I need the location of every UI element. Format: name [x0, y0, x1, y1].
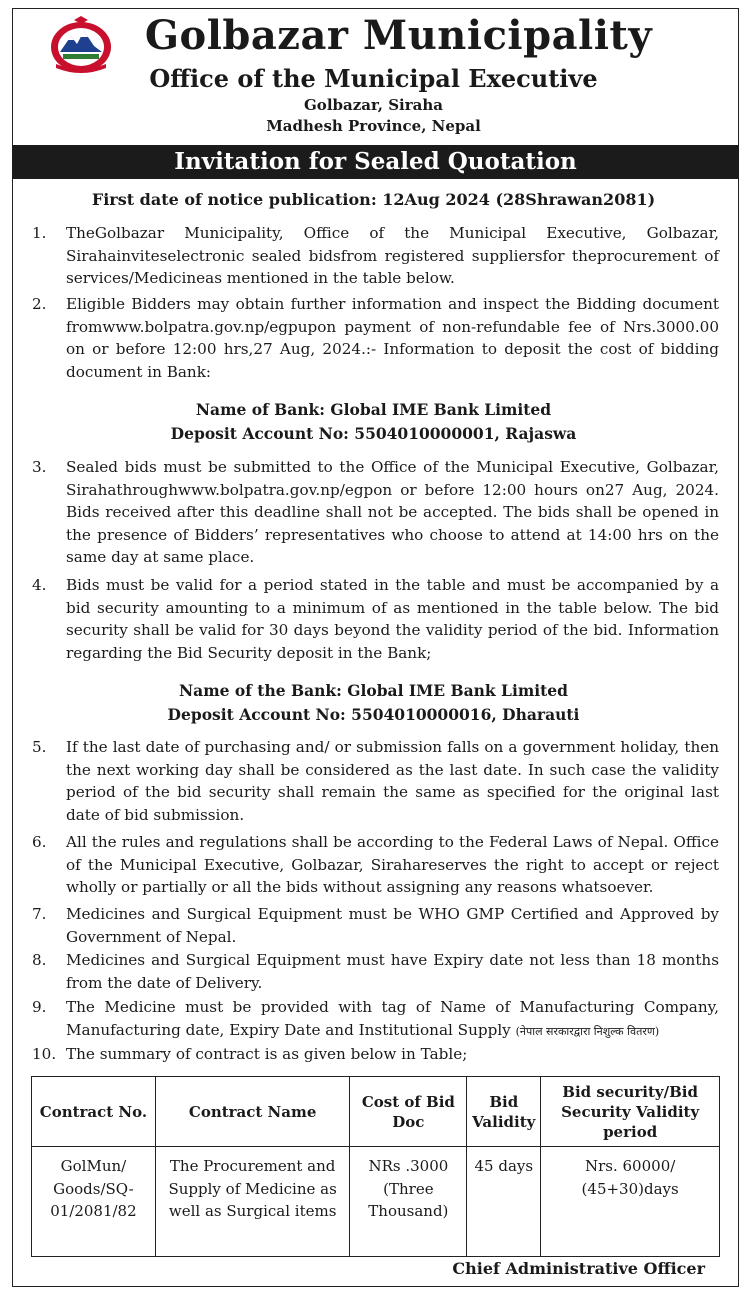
item-text: Sealed bids must be submitted to the Office of the Municipal Executive, Golbazar, Sirahathroughwww.bolpatra.gov.np/egpon or before 12:00 hours on27 Aug, 2024. Bids received after this deadline shall not be accepted. The bids shall be opened in the presence of Bidders’ representatives who choose to attend at 14:00 hrs on the same day at same place.	[66, 458, 719, 566]
contract-summary-table	[31, 1076, 720, 1257]
table-row	[32, 1147, 720, 1257]
item-number: 10.	[32, 1045, 57, 1063]
address-line-1: Golbazar, Siraha	[304, 96, 443, 114]
column-header: Bid Validity	[467, 1077, 541, 1147]
item-text: Bids must be valid for a period stated in the table and must be accompanied by a bid security amounting to a minimum of as mentioned in the table below. The bid security shall be valid for 30 days beyond the validity period of the bid. Information regarding the Bid Security deposit in the Bank;	[66, 576, 719, 662]
item-number: 4.	[32, 576, 47, 594]
bank-account-1: Deposit Account No: 5504010000001, Rajaswa	[170, 424, 577, 443]
item-text: The summary of contract is as given below in Table;	[66, 1045, 468, 1063]
bank-name-1: Name of Bank: Global IME Bank Limited	[195, 400, 552, 419]
table-cell: The Procurement and Supply of Medicine as well as Surgical items	[155, 1147, 350, 1257]
table-header-row	[32, 1077, 720, 1147]
publication-date: First date of notice publication: 12Aug 2024 (28Shrawan2081)	[91, 190, 656, 209]
bank-name-2: Name of the Bank: Global IME Bank Limited	[179, 681, 568, 700]
municipality-title: Golbazar Municipality	[144, 12, 653, 59]
item-number: 8.	[32, 951, 47, 969]
item-number: 1.	[32, 224, 47, 242]
item-number: 5.	[32, 738, 47, 756]
item-9-main-text: The Medicine must be provided with tag of Name of Manufacturing Company, Manufacturing date, Expiry Date and Institutional Supply	[66, 998, 719, 1039]
office-subtitle: Office of the Municipal Executive	[149, 64, 598, 93]
column-header: Bid security/Bid Security Validity period	[541, 1077, 720, 1147]
item-number: 3.	[32, 458, 47, 476]
table-cell: 45 days	[467, 1147, 541, 1257]
item-text: Medicines and Surgical Equipment must be WHO GMP Certified and Approved by Government of Nepal.	[66, 905, 719, 946]
column-header: Contract Name	[155, 1077, 350, 1147]
table-cell: Nrs. 60000/ (45+30)days	[541, 1147, 720, 1257]
item-number: 9.	[32, 998, 47, 1016]
item-text: TheGolbazar Municipality, Office of the Municipal Executive, Golbazar, Sirahainviteselectronic sealed bidsfrom registered suppliersfor theprocurement of services/Medicineas mentioned in the table below.	[66, 224, 719, 287]
table-cell: NRs .3000 (Three Thousand)	[350, 1147, 467, 1257]
item-text	[66, 996, 719, 1043]
column-header: Cost of Bid Doc	[350, 1077, 467, 1147]
column-header: Contract No.	[32, 1077, 156, 1147]
item-text: Eligible Bidders may obtain further information and inspect the Bidding document fromwww.bolpatra.gov.np/egpupon payment of non-refundable fee of Nrs.3000.00 on or before 12:00 hrs,27 Aug, 2024.:- Information to deposit the cost of bidding document in Bank:	[66, 295, 719, 381]
notice-banner: Invitation for Sealed Quotation	[12, 145, 739, 179]
item-number: 2.	[32, 295, 47, 313]
item-number: 7.	[32, 905, 47, 923]
item-text: If the last date of purchasing and/ or submission falls on a government holiday, then the next working day shall be considered as the last date. In such case the validity period of the bid security shall remain the same as specified for the original last date of bid submission.	[66, 738, 719, 824]
item-number: 6.	[32, 833, 47, 851]
bank-account-2: Deposit Account No: 5504010000016, Dharauti	[167, 705, 580, 724]
signoff-title: Chief Administrative Officer	[452, 1259, 705, 1278]
item-text: All the rules and regulations shall be according to the Federal Laws of Nepal. Office of the Municipal Executive, Golbazar, Sirahareserves the right to accept or reject wholly or partially or all the bids without assigning any reasons whatsoever.	[66, 833, 719, 896]
address-line-2: Madhesh Province, Nepal	[266, 117, 481, 135]
table-cell: GolMun/ Goods/SQ-01/2081/82	[32, 1147, 156, 1257]
item-9-nepali-note: (नेपाल सरकारद्वारा निशुल्क वितरण)	[515, 1024, 660, 1038]
item-text: Medicines and Surgical Equipment must have Expiry date not less than 18 months from the date of Delivery.	[66, 951, 719, 992]
